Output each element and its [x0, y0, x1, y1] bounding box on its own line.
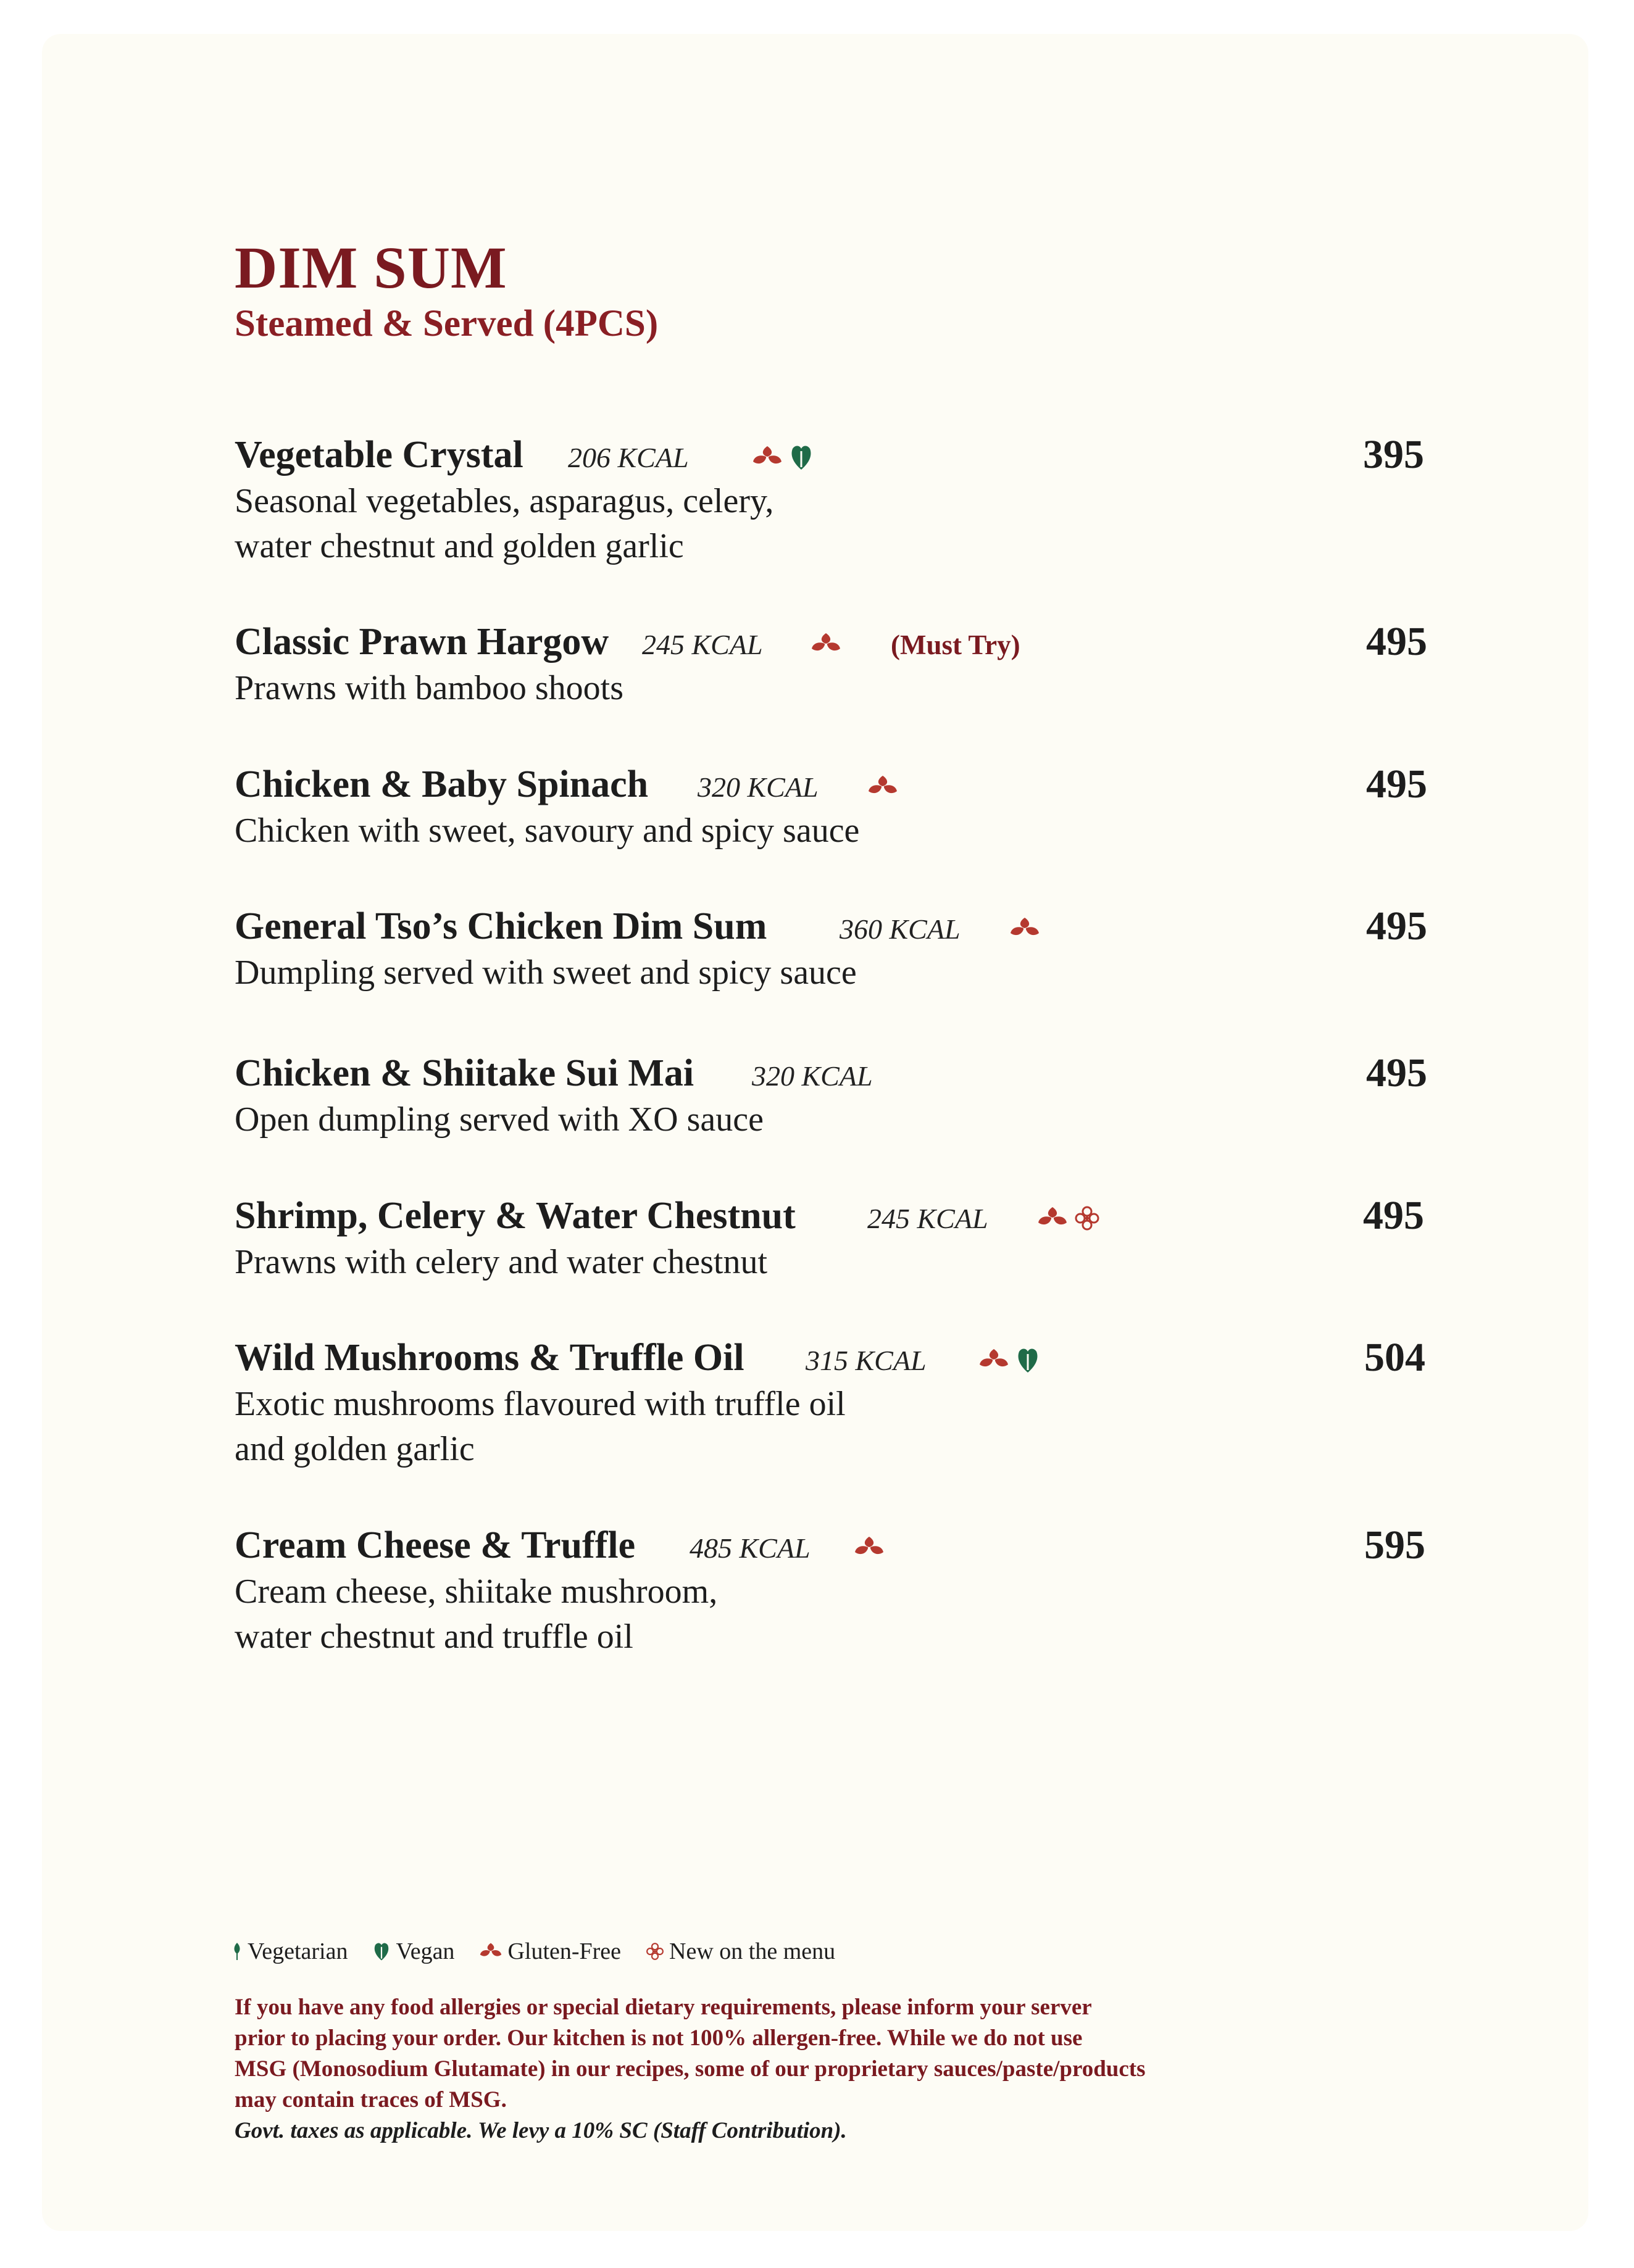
gluten-free-icon: [978, 1348, 1009, 1373]
legend-vegan: Vegan: [372, 1938, 454, 1965]
gluten-free-icon: [867, 775, 898, 799]
menu-item: [235, 432, 1469, 568]
item-price: 395: [1363, 432, 1424, 477]
item-name: Classic Prawn Hargow: [235, 621, 609, 663]
item-price: 495: [1363, 1193, 1424, 1238]
item-price: 495: [1366, 1050, 1427, 1095]
item-name: Chicken & Shiitake Sui Mai: [235, 1052, 694, 1094]
item-description: Prawns with celery and water chestnut: [235, 1243, 768, 1281]
item-price: 495: [1366, 619, 1427, 664]
item-kcal: 315 KCAL: [806, 1345, 927, 1376]
legend-gluten-free: Gluten-Free: [479, 1938, 621, 1965]
gluten-free-icon: [479, 1942, 502, 1961]
item-dietary-icons: [811, 629, 841, 660]
item-dietary-icons: [867, 771, 898, 802]
item-name: General Tso’s Chicken Dim Sum: [235, 905, 767, 947]
item-description: Seasonal vegetables, asparagus, celery, water chestnut and golden garlic: [235, 482, 774, 565]
item-price: 595: [1364, 1522, 1425, 1568]
item-dietary-icons: [1037, 1203, 1100, 1234]
menu-item: [235, 1335, 1469, 1471]
item-name: Vegetable Crystal: [235, 434, 523, 476]
legend-vegetarian: Vegetarian: [231, 1938, 348, 1965]
tax-note: Govt. taxes as applicable. We levy a 10% SC (Staff Contribution).: [235, 2118, 847, 2143]
page-title: DIM SUM: [235, 235, 507, 301]
gluten-free-icon: [854, 1535, 885, 1560]
item-price: 495: [1366, 903, 1427, 949]
menu-item: [235, 1522, 1469, 1658]
item-price: 495: [1366, 762, 1427, 807]
item-name: Chicken & Baby Spinach: [235, 763, 649, 805]
item-description: Dumpling served with sweet and spicy sauce: [235, 953, 857, 992]
item-kcal: 245 KCAL: [867, 1203, 988, 1234]
legend-new: New on the menu: [646, 1938, 835, 1965]
item-price: 504: [1364, 1335, 1425, 1380]
new-on-menu-icon: [1074, 1205, 1100, 1231]
item-kcal: 320 KCAL: [698, 771, 819, 803]
vegetarian-icon: [231, 1940, 243, 1963]
menu-item: [235, 1050, 1469, 1186]
item-description: Chicken with sweet, savoury and spicy sauce: [235, 812, 860, 850]
item-name: Wild Mushrooms & Truffle Oil: [235, 1337, 744, 1379]
vegan-icon: [372, 1942, 391, 1961]
gluten-free-icon: [1009, 916, 1040, 941]
item-kcal: 320 KCAL: [752, 1060, 873, 1092]
item-dietary-icons: [978, 1345, 1040, 1376]
item-name: Shrimp, Celery & Water Chestnut: [235, 1195, 796, 1237]
menu-item: [235, 762, 1469, 897]
item-kcal: 485 KCAL: [690, 1532, 811, 1564]
menu-item: [235, 619, 1469, 755]
item-kcal: 206 KCAL: [568, 442, 689, 473]
gluten-free-icon: [752, 445, 783, 470]
item-description: Cream cheese, shiitake mushroom, water chestnut and truffle oil: [235, 1572, 718, 1656]
item-kcal: 360 KCAL: [840, 913, 961, 945]
menu-item: [235, 903, 1469, 1039]
vegan-icon: [789, 444, 814, 471]
vegan-icon: [1015, 1347, 1040, 1374]
item-kcal: 245 KCAL: [642, 629, 763, 660]
item-dietary-icons: [1009, 913, 1040, 944]
gluten-free-icon: [1037, 1206, 1068, 1231]
item-name: Cream Cheese & Truffle: [235, 1524, 636, 1566]
item-dietary-icons: [752, 442, 814, 473]
allergen-notice: If you have any food allergies or special dietary requirements, please inform your server prior to placing your order. Our kitchen is not 100% allergen-free. While we do not use MSG (Monosodium Glutamate) in our recipes, some of our proprietary sauces/paste/products may contain traces of MSG.: [235, 1995, 1146, 2112]
item-dietary-icons: [854, 1532, 885, 1563]
menu-item: [235, 1193, 1469, 1329]
page-subtitle: Steamed & Served (4PCS): [235, 303, 659, 344]
new-on-menu-icon: [646, 1942, 664, 1961]
must-try-tag: (Must Try): [891, 629, 1020, 660]
item-description: Exotic mushrooms flavoured with truffle oil and golden garlic: [235, 1385, 846, 1468]
gluten-free-icon: [811, 632, 841, 657]
dietary-legend: [231, 1938, 860, 1965]
item-description: Open dumpling served with XO sauce: [235, 1100, 764, 1139]
item-description: Prawns with bamboo shoots: [235, 669, 623, 707]
